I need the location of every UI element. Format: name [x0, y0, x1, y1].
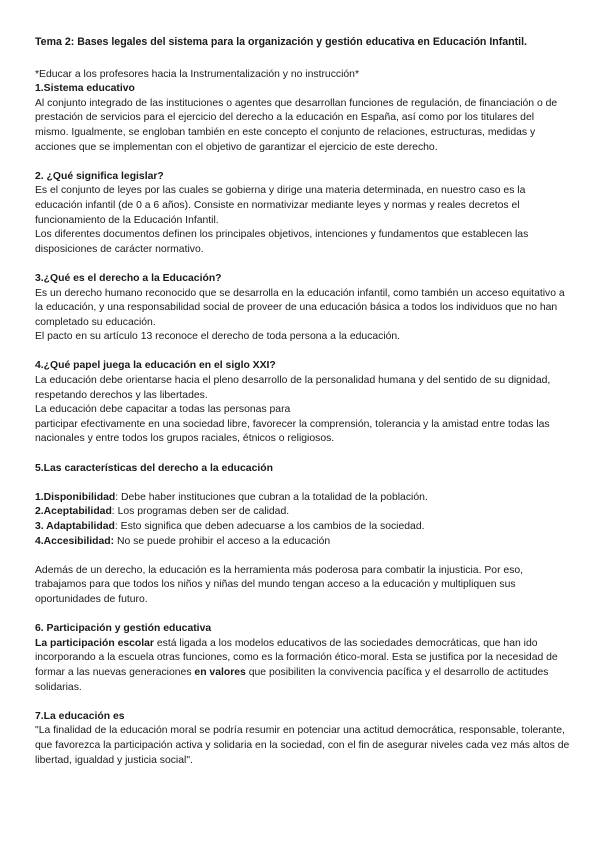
- list-term: 2.Aceptabilidad: [35, 506, 112, 518]
- section-siglo-xxi: [35, 359, 570, 447]
- text-run: está ligada a los modelos educativos de las sociedades democráticas, que han ido incorporando a la escuela otras funciones, como es la formación ético-moral. Esta se justifica por la necesidad de formar a las nuevas generaciones: [35, 637, 558, 678]
- section-heading: 7.La educación es: [35, 710, 125, 722]
- section-heading: 5.Las características del derecho a la educación: [35, 462, 273, 474]
- list-item: [35, 520, 570, 535]
- list-text: : Esto significa que deben adecuarse a los cambios de la sociedad.: [114, 521, 425, 532]
- list-item: [35, 535, 570, 550]
- section-legislar: [35, 170, 570, 258]
- paragraph: El pacto en su artículo 13 reconoce el derecho de toda persona a la educación.: [35, 331, 401, 343]
- list-item: [35, 491, 570, 506]
- section-caracteristicas: [35, 462, 570, 608]
- paragraph: Es un derecho humano reconocido que se desarrolla en la educación infantil, como también un acceso equitativo a la educación, y una responsabilidad social de proveer de una educación básica a todos los individuos que no han completado su educación.: [35, 287, 565, 328]
- section-heading: 3.¿Qué es el derecho a la Educación?: [35, 272, 222, 284]
- section-la-educacion-es: [35, 710, 570, 768]
- list-text: No se puede prohibir el acceso a la educación: [114, 535, 331, 547]
- section-derecho-educacion: [35, 272, 570, 345]
- paragraph: La educación debe orientarse hacia el pleno desarrollo de la personalidad humana y del sentido de su dignidad, respetando derechos y las libertades.: [35, 375, 551, 401]
- list-term: 1.Disponibilidad: [35, 491, 116, 503]
- section-sistema-educativo: [35, 82, 570, 155]
- text-run: que posibiliten la convivencia pacífica y el desarrollo de actitudes solidarias.: [35, 666, 549, 693]
- document-title: Tema 2: Bases legales del sistema para la organización y gestión educativa en Educación Infantil.: [35, 36, 527, 48]
- bold-term: La participación escolar: [35, 637, 154, 649]
- bold-term: en valores: [194, 666, 246, 678]
- paragraph: Es el conjunto de leyes por las cuales se gobierna y dirige una materia determinada, en nuestro caso es la educación infantil (de 0 a 6 años). Consiste en normativizar mediante leyes y normas y reales decretos el funcionamiento de la Educación Infantil.: [35, 185, 526, 226]
- list-term: 3. Adaptabilidad: [35, 521, 115, 532]
- section-heading: 6. Participación y gestión educativa: [35, 623, 212, 635]
- section-heading: 4.¿Qué papel juega la educación en el siglo XXI?: [35, 360, 276, 372]
- section-heading: 2. ¿Qué significa legislar?: [35, 170, 164, 182]
- list-item: [35, 505, 570, 520]
- paragraph: La educación debe capacitar a todas las personas para: [35, 404, 291, 416]
- paragraph: Además de un derecho, la educación es la herramienta más poderosa para combatir la injusticia. Por eso, trabajamos para que todos los niños y niñas del mundo tengan acceso a la educación y multipliquen sus oportunidades de futuro.: [35, 564, 524, 605]
- list-term: 4.Accesibilidad:: [35, 535, 115, 547]
- paragraph: participar efectivamente en una sociedad libre, favorecer la comprensión, tolerancia y la amistad entre todas las nacionales y entre todos los grupos raciales, étnicos o religiosos.: [35, 418, 550, 445]
- section-participacion: [35, 622, 570, 695]
- paragraph: Los diferentes documentos definen los principales objetivos, intenciones y fundamentos que establecen las disposiciones de carácter normativo.: [35, 229, 529, 255]
- list-text: : Los programas deben ser de calidad.: [111, 506, 290, 518]
- paragraph: [35, 637, 570, 695]
- intro-note: *Educar a los profesores hacia la Instrumentalización y no instrucción*: [35, 68, 360, 80]
- paragraph: Al conjunto integrado de las instituciones o agentes que desarrollan funciones de regulación, de financiación o de prestación de servicios para el ejercicio del derecho a la educación en España, así como por los titulares del mismo. Igualmente, se engloban también en este concepto el conjunto de relaciones, estructuras, medidas y acciones que se implementan con el objetivo de garantizar el ejercicio de este derecho.: [35, 97, 558, 153]
- paragraph: "La finalidad de la educación moral se podría resumir en potenciar una actitud democrática, responsable, tolerante, que favorezca la participación activa y solidaria en la sociedad, con el fin de asegurar niveles cada vez más altos de libertad, igualdad y justicia social".: [35, 725, 570, 766]
- list-text: : Debe haber instituciones que cubran a la totalidad de la población.: [115, 491, 428, 503]
- section-heading: 1.Sistema educativo: [35, 83, 135, 95]
